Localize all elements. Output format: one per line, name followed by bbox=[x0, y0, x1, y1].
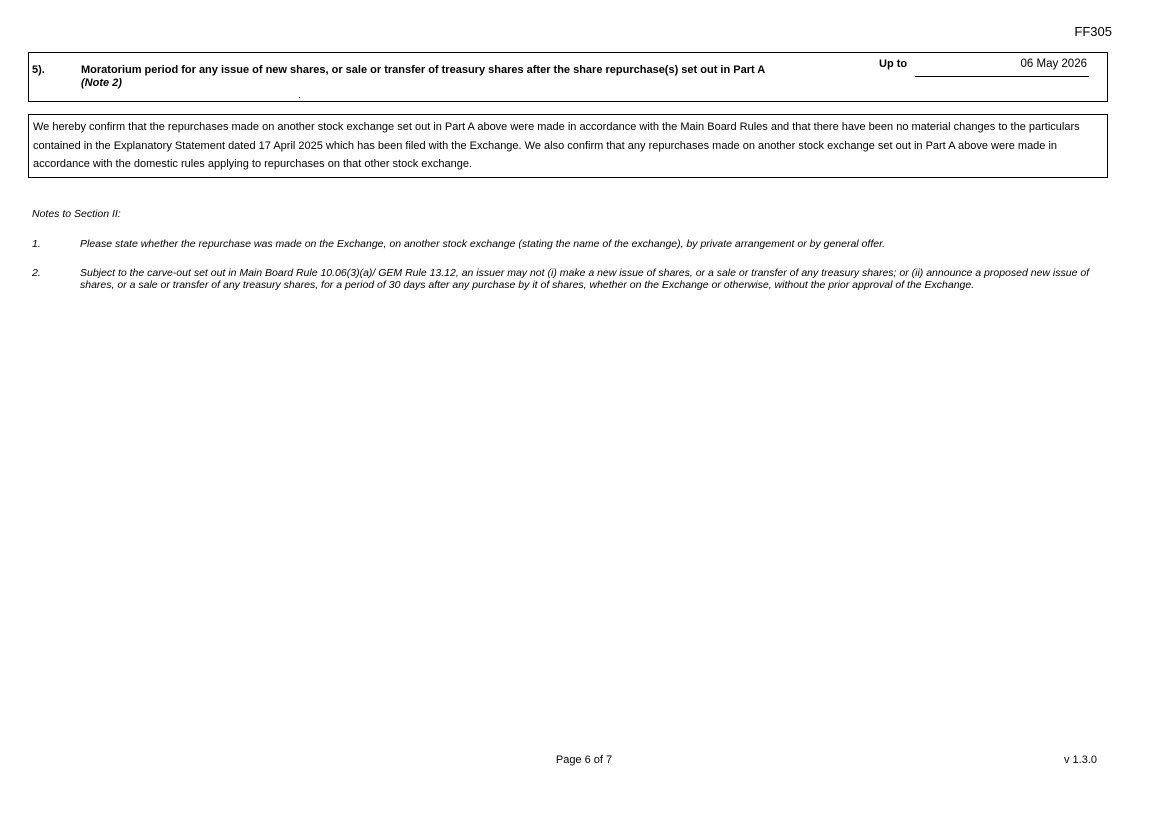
up-to-label: Up to bbox=[879, 58, 908, 70]
confirmation-statement: We hereby confirm that the repurchases made on another stock exchange set out in Part A above were made in accordance with the Main Board Rules and that there have been no material changes to the particulars contained in the Explanatory Statement dated 17 April 2025 which has been filed with the Exchange. We also confirm that any repurchases made on another stock exchange set out in Part A above were made in accordance with the domestic rules applying to repurchases on that other stock exchange. bbox=[28, 114, 1108, 178]
page-number: Page 6 of 7 bbox=[555, 754, 613, 766]
section-5-box bbox=[28, 52, 1108, 102]
form-code: FF305 bbox=[1074, 24, 1112, 39]
moratorium-date-field[interactable] bbox=[915, 57, 1089, 77]
section-number: 5). bbox=[32, 64, 45, 76]
version-label: v 1.3.0 bbox=[1063, 754, 1097, 766]
note-text: Subject to the carve-out set out in Main Board Rule 10.06(3)(a)/ GEM Rule 13.12, an issuer may not (i) make a new issue of shares, or a sale or transfer of any treasury shares; or (ii) announce a proposed new issue of shares, or a sale or transfer of any treasury shares, for a period of 30 days after any purchase by it of shares, whether on the Exchange or otherwise, without the prior approval of the Exchange. bbox=[80, 267, 1090, 291]
note-number: 1. bbox=[32, 238, 41, 250]
section-title bbox=[81, 64, 765, 90]
notes-title: Notes to Section II: bbox=[32, 208, 121, 220]
note-text: Please state whether the repurchase was made on the Exchange, on another stock exchange (stating the name of the exchange), by private arrangement or by general offer. bbox=[80, 238, 886, 250]
stray-dot bbox=[299, 97, 300, 98]
moratorium-date-value: 06 May 2026 bbox=[1020, 58, 1087, 70]
note-number: 2. bbox=[32, 267, 41, 279]
section-note-ref: (Note 2) bbox=[81, 77, 122, 89]
section-title-text: Moratorium period for any issue of new shares, or sale or transfer of treasury shares after the share repurchase(s) set out in Part A bbox=[81, 64, 766, 76]
